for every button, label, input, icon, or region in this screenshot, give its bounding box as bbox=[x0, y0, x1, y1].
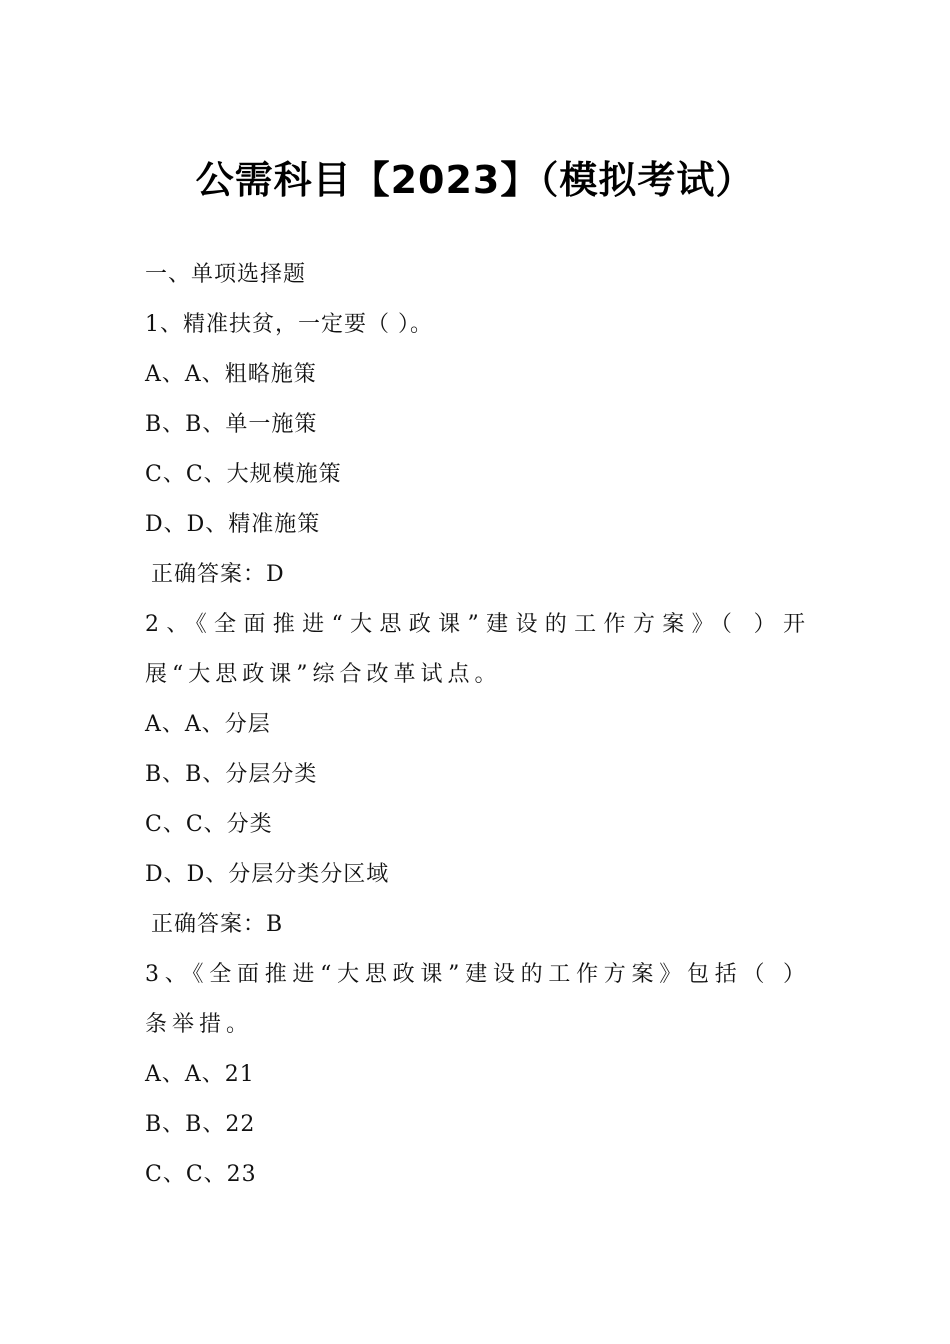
question-1-option-a: A、A、粗略施策 bbox=[145, 362, 317, 387]
question-2-option-c: C、C、分类 bbox=[145, 812, 273, 837]
document-body bbox=[145, 250, 810, 1200]
question-1-answer: 正确答案：D bbox=[151, 562, 285, 587]
question-1-option-b: B、B、单一施策 bbox=[145, 412, 318, 437]
question-2-option-b: B、B、分层分类 bbox=[145, 762, 318, 787]
question-1-text: 1、精准扶贫，一定要（ ）。 bbox=[145, 312, 433, 337]
document-title: 公需科目【2023】（模拟考试） bbox=[195, 158, 755, 202]
question-1-option-d: D、D、精准施策 bbox=[145, 512, 321, 537]
question-3-option-a: A、A、21 bbox=[145, 1062, 255, 1087]
question-3-option-b: B、B、22 bbox=[145, 1112, 256, 1137]
question-3-text: 3、《全面推进“大思政课”建设的工作方案》包括（ ）条举措。 bbox=[145, 962, 810, 1037]
question-3-option-c: C、C、23 bbox=[145, 1162, 257, 1187]
question-2-text: 2、《全面推进“大思政课”建设的工作方案》（ ）开展“大思政课”综合改革试点。 bbox=[145, 612, 810, 687]
question-1-option-c: C、C、大规模施策 bbox=[145, 462, 342, 487]
section-heading: 一、单项选择题 bbox=[145, 262, 307, 287]
question-2-answer: 正确答案：B bbox=[151, 912, 284, 937]
question-2-option-a: A、A、分层 bbox=[145, 712, 271, 737]
question-2-option-d: D、D、分层分类分区域 bbox=[145, 862, 390, 887]
